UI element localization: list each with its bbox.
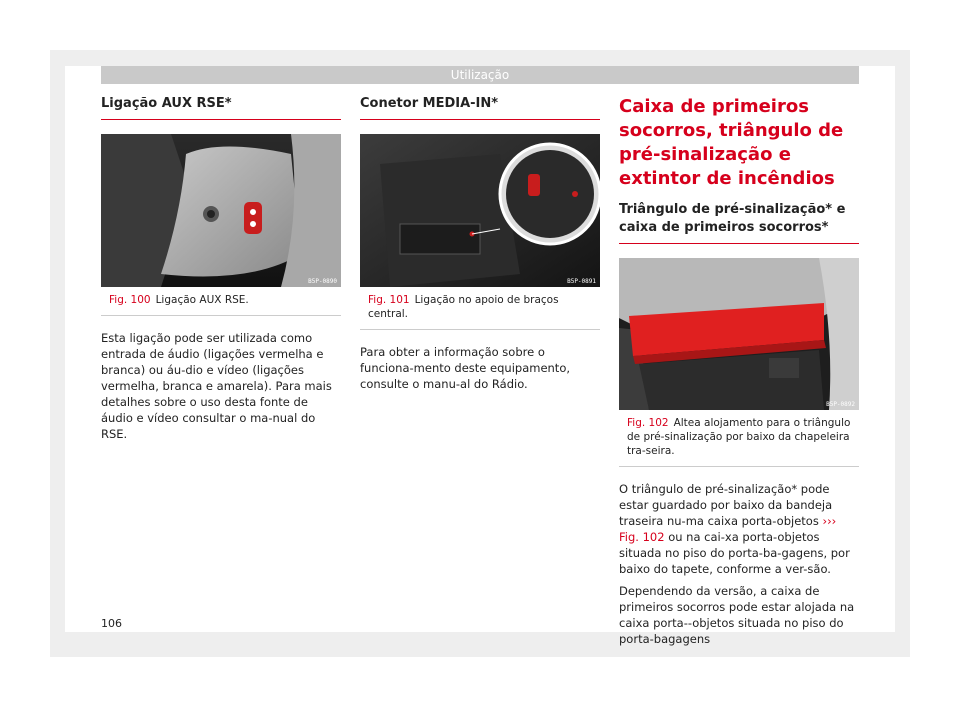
photo-trunk bbox=[619, 258, 859, 410]
heading-media-in: Conetor MEDIA-IN* bbox=[360, 95, 600, 120]
heading-warning-triangle: Triângulo de pré-sinalização* e caixa de primeiros socorros* bbox=[619, 201, 859, 244]
figure-caption bbox=[101, 287, 341, 316]
figure-code: B5P-0890 bbox=[308, 278, 337, 285]
column-media-in bbox=[360, 95, 600, 392]
body-text-part: O triângulo de pré-sinalização* pode estar guardado por baixo da bandeja traseira nu-ma caixa porta-objetos bbox=[619, 482, 833, 528]
figure-code: B5P-0892 bbox=[826, 401, 855, 408]
figure-reference-link[interactable]: ››› Fig. 102 bbox=[619, 514, 837, 544]
figure-100 bbox=[101, 134, 341, 287]
figure-caption bbox=[619, 410, 859, 467]
body-text-2: Dependendo da versão, a caixa de primeiros socorros pode estar alojada na caixa porta--objetos situada no piso do porta-bagagens bbox=[619, 584, 855, 646]
figure-101 bbox=[360, 134, 600, 287]
column-first-aid bbox=[619, 95, 859, 647]
figure-caption-text: Ligação no apoio de braços central. bbox=[368, 294, 559, 320]
body-text: Para obter a informação sobre o funciona-mento deste equipamento, consulte o manu-al do Rádio. bbox=[360, 345, 571, 391]
photo-aux-rse bbox=[101, 134, 341, 287]
column-aux-rse bbox=[101, 95, 341, 442]
figure-caption-text: Altea alojamento para o triângulo de pré-sinalização por baixo da chapeleira tra-seira. bbox=[627, 417, 851, 457]
body-text: Esta ligação pode ser utilizada como entrada de áudio (ligações vermelha e branca) ou áu-dio e vídeo (ligações vermelha, branca e amarela). Para mais detalhes sobre o uso desta fonte de áudio e vídeo consultar o ma-nual do RSE. bbox=[101, 331, 332, 441]
section-title: Caixa de primeiros socorros, triângulo de pré-sinalização e extintor de incêndios bbox=[619, 96, 844, 189]
figure-caption-text: Ligação AUX RSE. bbox=[155, 294, 249, 306]
body-text-1 bbox=[619, 481, 859, 577]
figure-102 bbox=[619, 258, 859, 410]
figure-number: Fig. 102 bbox=[627, 417, 669, 429]
figure-number: Fig. 100 bbox=[109, 294, 151, 306]
body-text-part: ou na cai-xa porta-objetos situada no piso do porta-ba-gagens, por baixo do tapete, conforme a ver-são. bbox=[619, 530, 850, 576]
figure-code: B5P-0891 bbox=[567, 278, 596, 285]
heading-aux-rse: Ligação AUX RSE* bbox=[101, 95, 341, 120]
page-number: 106 bbox=[101, 617, 122, 630]
figure-caption bbox=[360, 287, 600, 330]
photo-media-in bbox=[360, 134, 600, 287]
figure-number: Fig. 101 bbox=[368, 294, 410, 306]
chapter-header: Utilização bbox=[101, 66, 859, 84]
